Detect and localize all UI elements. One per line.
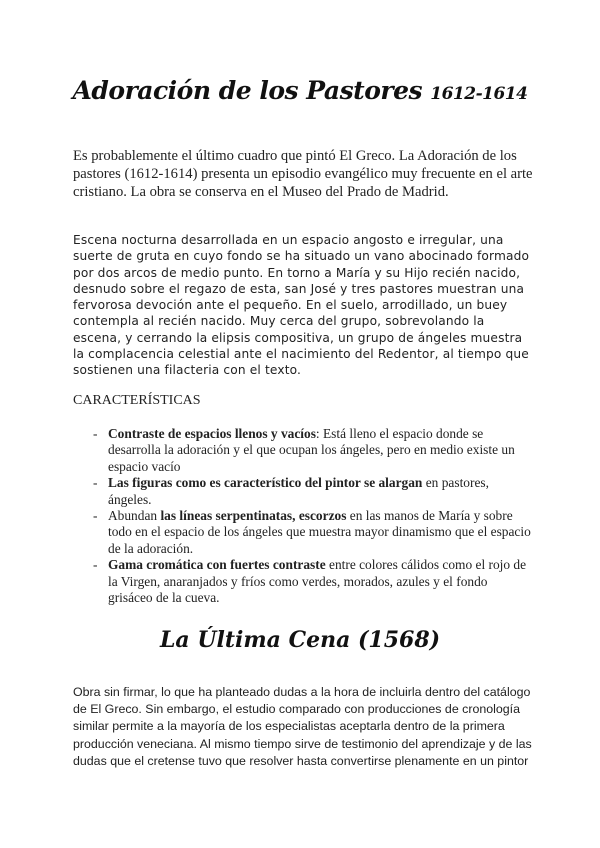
list-item	[93, 426, 531, 475]
bullet-text: Abundan	[108, 508, 161, 524]
bullet-text: : Está lleno el espacio donde se desarrolla la adoración y el que ocupan los ángeles, pero en medio existe un espacio vacío	[108, 426, 515, 474]
list-item	[93, 475, 531, 508]
title-text: Adoración de los Pastores	[72, 76, 423, 105]
section-title-adoracion	[0, 76, 600, 105]
ultima-cena-paragraph: Obra sin firmar, lo que ha planteado dudas a la hora de incluirla dentro del catálogo de El Greco. Sin embargo, el estudio comparado con producciones de cronología similar permite a la mayoría de los especialistas aceptarla dentro de la primera producción veneciana. Al mismo tiempo sirve de testimonio del aprendizaje y de las dudas que el cretense tuvo que resolver hasta convertirse plenamente en un pintor	[73, 685, 532, 768]
bullet-text: en pastores, ángeles.	[108, 475, 489, 507]
bullet-text: en las manos de María y sobre todo en el espacio de los ángeles que muestra mayor dinamismo que el espacio de la adoración.	[108, 508, 531, 556]
description-paragraph: Escena nocturna desarrollada en un espacio angosto e irregular, una suerte de gruta en cuyo fondo se ha situado un vano abocinado formado por dos arcos de medio punto. En torno a María y su Hijo recién nacido, desnudo sobre el regazo de esta, san José y tres pastores muestran una fervorosa devoción ante el pequeño. En el suelo, arrodillado, un buey contempla al recién nacido. Muy cerca del grupo, sobrevolando la escena, y cerrando la elipsis compositiva, un grupo de ángeles muestra la complacencia celestial ante el nacimiento del Redentor, al tiempo que sostienen una filacteria con el texto.	[73, 233, 530, 378]
bullet-marker: -	[93, 557, 98, 573]
bullet-bold-text: Gama cromática con fuertes contraste	[108, 557, 326, 573]
bullet-text: entre colores cálidos como el rojo de la Virgen, anaranjados y fríos como verdes, morados, azules y el fondo grisáceo de la cueva.	[108, 557, 527, 606]
section-title-ultima-cena: La Última Cena (1568)	[159, 627, 441, 653]
bullet-marker: -	[93, 475, 98, 491]
bullet-marker: -	[93, 508, 98, 524]
characteristics-list	[93, 426, 531, 606]
bullet-bold-text: Contraste de espacios llenos y vacíos	[108, 426, 316, 441]
title-years: 1612-1614	[430, 84, 528, 104]
intro-paragraph: Es probablemente el último cuadro que pintó El Greco. La Adoración de los pastores (1612-1614) presenta un episodio evangélico muy frecuente en el arte cristiano. La obra se conserva en el Museo del Prado de Madrid.	[73, 148, 533, 200]
bullet-bold-text: las líneas serpentinatas, escorzos	[160, 508, 347, 524]
bullet-bold-text: Las figuras como es característico del pintor se alargan	[108, 475, 423, 491]
bullet-marker: -	[93, 426, 98, 441]
list-item	[93, 557, 531, 606]
characteristics-heading: CARACTERÍSTICAS	[73, 393, 201, 408]
list-item	[93, 508, 531, 557]
